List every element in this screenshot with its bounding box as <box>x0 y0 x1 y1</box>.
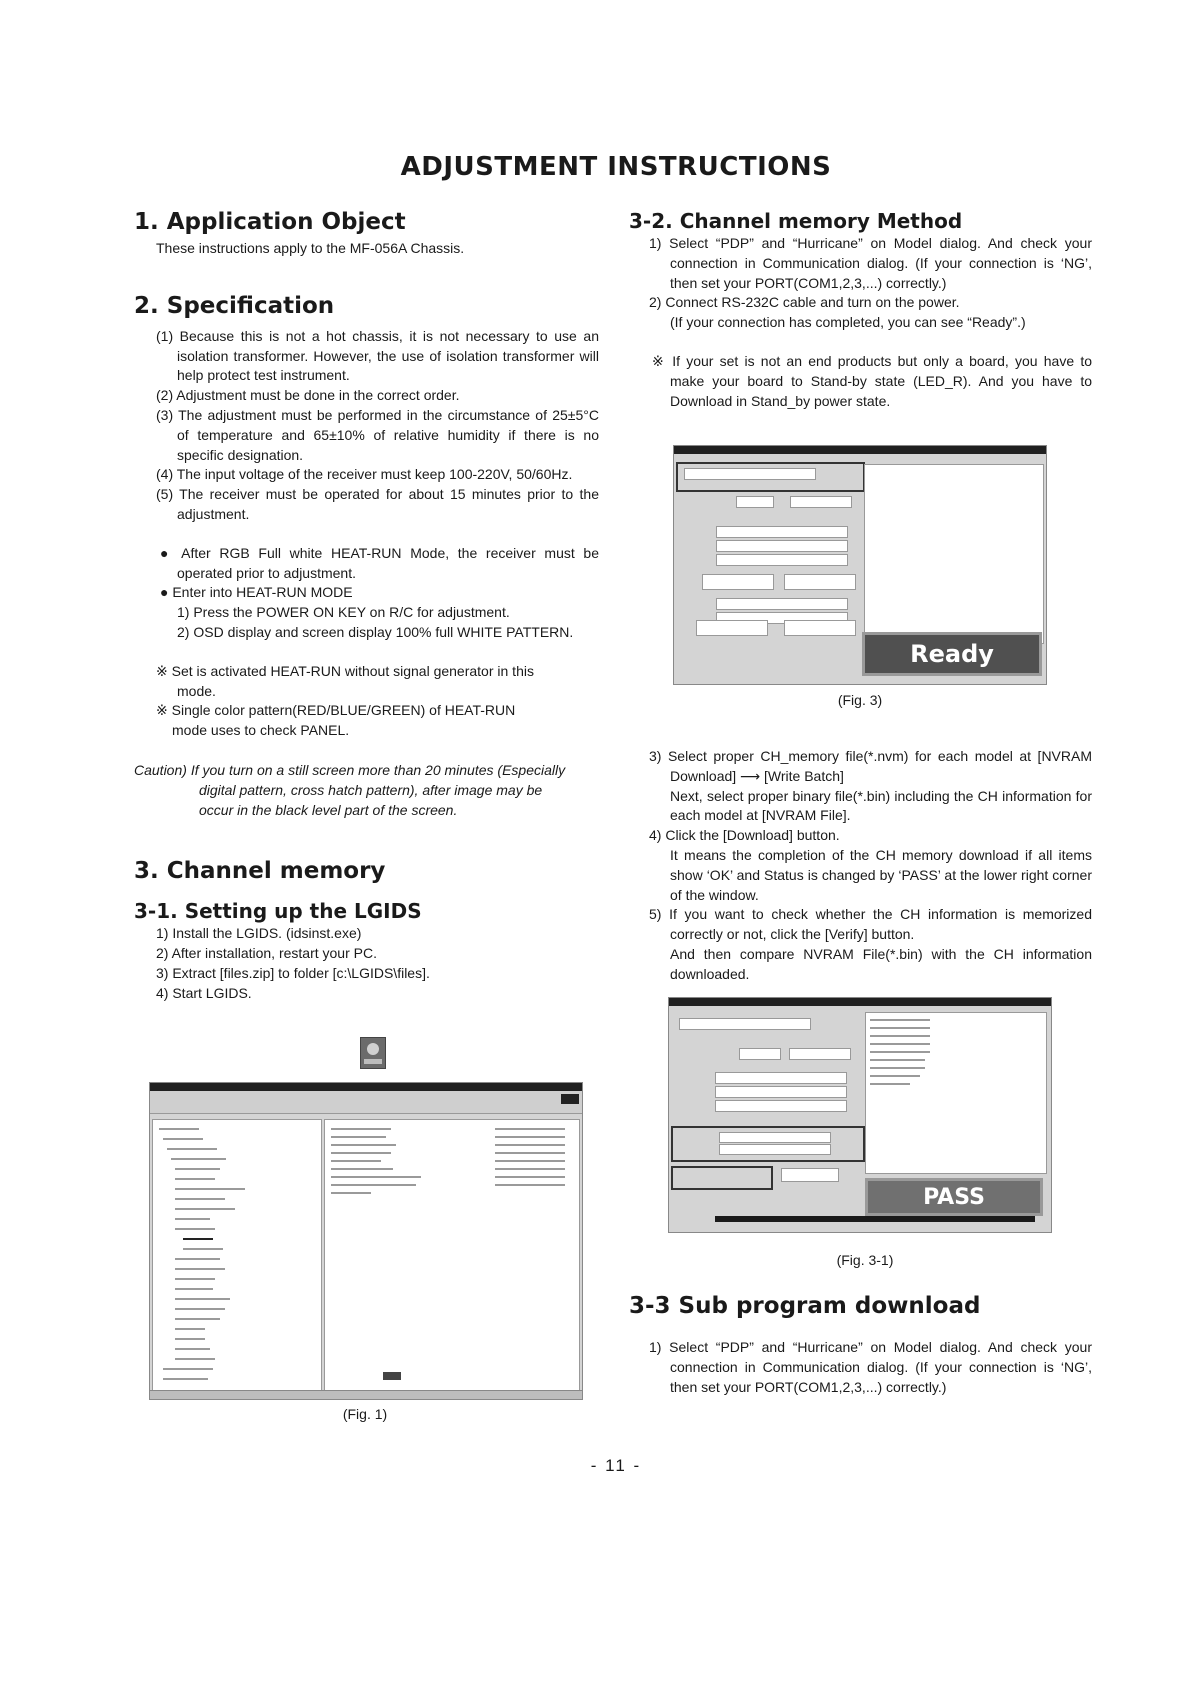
right-column-bottom <box>629 1291 1092 1397</box>
right-column-middle <box>629 747 1092 985</box>
caution-label: Caution) <box>134 761 187 778</box>
page-title: ADJUSTMENT INSTRUCTIONS <box>400 152 832 182</box>
section-3-1-heading: 3-1. Setting up the LGIDS <box>134 899 422 924</box>
method-step-4: 4) Click the [Download] button. <box>649 827 840 844</box>
lgids-step-2: 2) After installation, restart your PC. <box>156 945 377 962</box>
heatrun-step-1: 1) Press the POWER ON KEY on R/C for adjustment. <box>177 604 510 621</box>
section-3-3-heading: 3-3 Sub program download <box>629 1293 981 1319</box>
file-list-pane <box>324 1119 580 1393</box>
pass-status-badge: PASS <box>865 1178 1043 1216</box>
heatrun-step-2: 2) OSD display and screen display 100% full WHITE PATTERN. <box>177 623 574 640</box>
right-column-top <box>629 208 1092 411</box>
page-number: - 11 - <box>590 1456 642 1475</box>
method-step-5-detail: And then compare NVRAM File(*.bin) with the CH information downloaded. <box>670 945 1092 982</box>
specification-list <box>134 327 599 525</box>
heatrun-bullet-1: ● After RGB Full white HEAT-RUN Mode, the receiver must be operated prior to adjustment. <box>160 544 599 581</box>
method-step-2: 2) Connect RS-232C cable and turn on the power. <box>649 294 960 311</box>
section-3-2-heading: 3-2. Channel memory Method <box>629 209 963 233</box>
note-2: ※ Single color pattern(RED/BLUE/GREEN) of HEAT-RUN mode uses to check PANEL. <box>156 702 516 739</box>
lgids-app-icon <box>360 1037 386 1069</box>
section-2-heading: 2. Specification <box>134 292 335 319</box>
progress-bar <box>715 1216 1035 1222</box>
download-button-highlight <box>671 1166 773 1190</box>
figure-3-screenshot <box>673 445 1047 685</box>
caution-block <box>134 761 574 820</box>
heatrun-notes <box>134 662 536 741</box>
note-1: ※ Set is activated HEAT-RUN without signal generator in this mode. <box>156 662 534 699</box>
folder-tree-pane <box>152 1119 322 1393</box>
dialog-title-bar <box>674 446 1046 454</box>
lgids-step-1: 1) Install the LGIDS. (idsinst.exe) <box>156 925 362 942</box>
caution-text: If you turn on a still screen more than 20 minutes (Especially digital pattern, cross hatch pattern), after image may be occur in the black level part of the screen. <box>190 761 566 818</box>
log-pane <box>864 464 1044 644</box>
method-board-note: ※ If your set is not an end products but only a board, you have to make your board to Stand-by state (LED_R). And you have to Download in Stand_by power state. <box>652 352 1092 409</box>
figure-1-caption: (Fig. 1) <box>342 1406 388 1422</box>
sub-download-step-1: 1) Select “PDP” and “Hurricane” on Model dialog. And check your connection in Communication dialog. (If your connection is ‘NG’, then set your PORT(COM1,2,3,...) correctly.) <box>649 1339 1092 1395</box>
spec-item-3: (3) The adjustment must be performed in the circumstance of 25±5°C of temperature and 65±10% of relative humidity if there is no specific designation. <box>156 406 599 463</box>
method-step-2-note: (If your connection has completed, you can see “Ready”.) <box>670 314 1026 331</box>
method-step-3: 3) Select proper CH_memory file(*.nvm) for each model at [NVRAM Download] ⟶ [Write Batch] <box>649 748 1092 784</box>
ready-status-badge: Ready <box>862 632 1042 676</box>
section-3-heading: 3. Channel memory <box>134 858 386 885</box>
section-1-heading: 1. Application Object <box>134 209 406 235</box>
section-1-text: These instructions apply to the MF-056A Chassis. <box>156 240 465 256</box>
figure-3-1-screenshot <box>668 997 1052 1233</box>
heatrun-block <box>134 544 599 643</box>
method-step-4-detail: It means the completion of the CH memory download if all items show ‘OK’ and Status is changed by ‘PASS’ at the lower right corner of the window. <box>670 846 1092 903</box>
lgids-steps <box>134 924 599 1003</box>
figure-3-caption: (Fig. 3) <box>837 692 883 708</box>
spec-item-1: (1) Because this is not a hot chassis, it is not necessary to use an isolation transformer. However, the use of isolation transformer will help protect test instrument. <box>156 327 599 384</box>
window-title-bar <box>150 1083 582 1091</box>
method-step-3-next: Next, select proper binary file(*.bin) including the CH information for each model at [NVRAM File]. <box>670 787 1092 824</box>
spec-item-5: (5) The receiver must be operated for about 15 minutes prior to the adjustment. <box>156 486 599 522</box>
download-log-pane <box>865 1012 1047 1174</box>
dialog-title-bar <box>669 998 1051 1006</box>
figure-3-1-caption: (Fig. 3-1) <box>836 1252 894 1268</box>
lgids-step-4: 4) Start LGIDS. <box>156 984 252 1001</box>
heatrun-bullet-2: ● Enter into HEAT-RUN MODE <box>160 584 353 601</box>
lgids-step-3: 3) Extract [files.zip] to folder [c:\LGIDS\files]. <box>156 964 430 981</box>
figure-1-screenshot <box>149 1082 583 1400</box>
method-step-5: 5) If you want to check whether the CH information is memorized correctly or not, click the [Verify] button. <box>649 906 1092 943</box>
left-column <box>134 207 599 1004</box>
spec-item-4: (4) The input voltage of the receiver must keep 100-220V, 50/60Hz. <box>156 466 573 483</box>
method-step-1: 1) Select “PDP” and “Hurricane” on Model dialog. And check your connection in Communication dialog. (If your connection is ‘NG’, then set your PORT(COM1,2,3,...) correctly.) <box>649 235 1092 291</box>
spec-item-2: (2) Adjustment must be done in the correct order. <box>156 387 460 404</box>
